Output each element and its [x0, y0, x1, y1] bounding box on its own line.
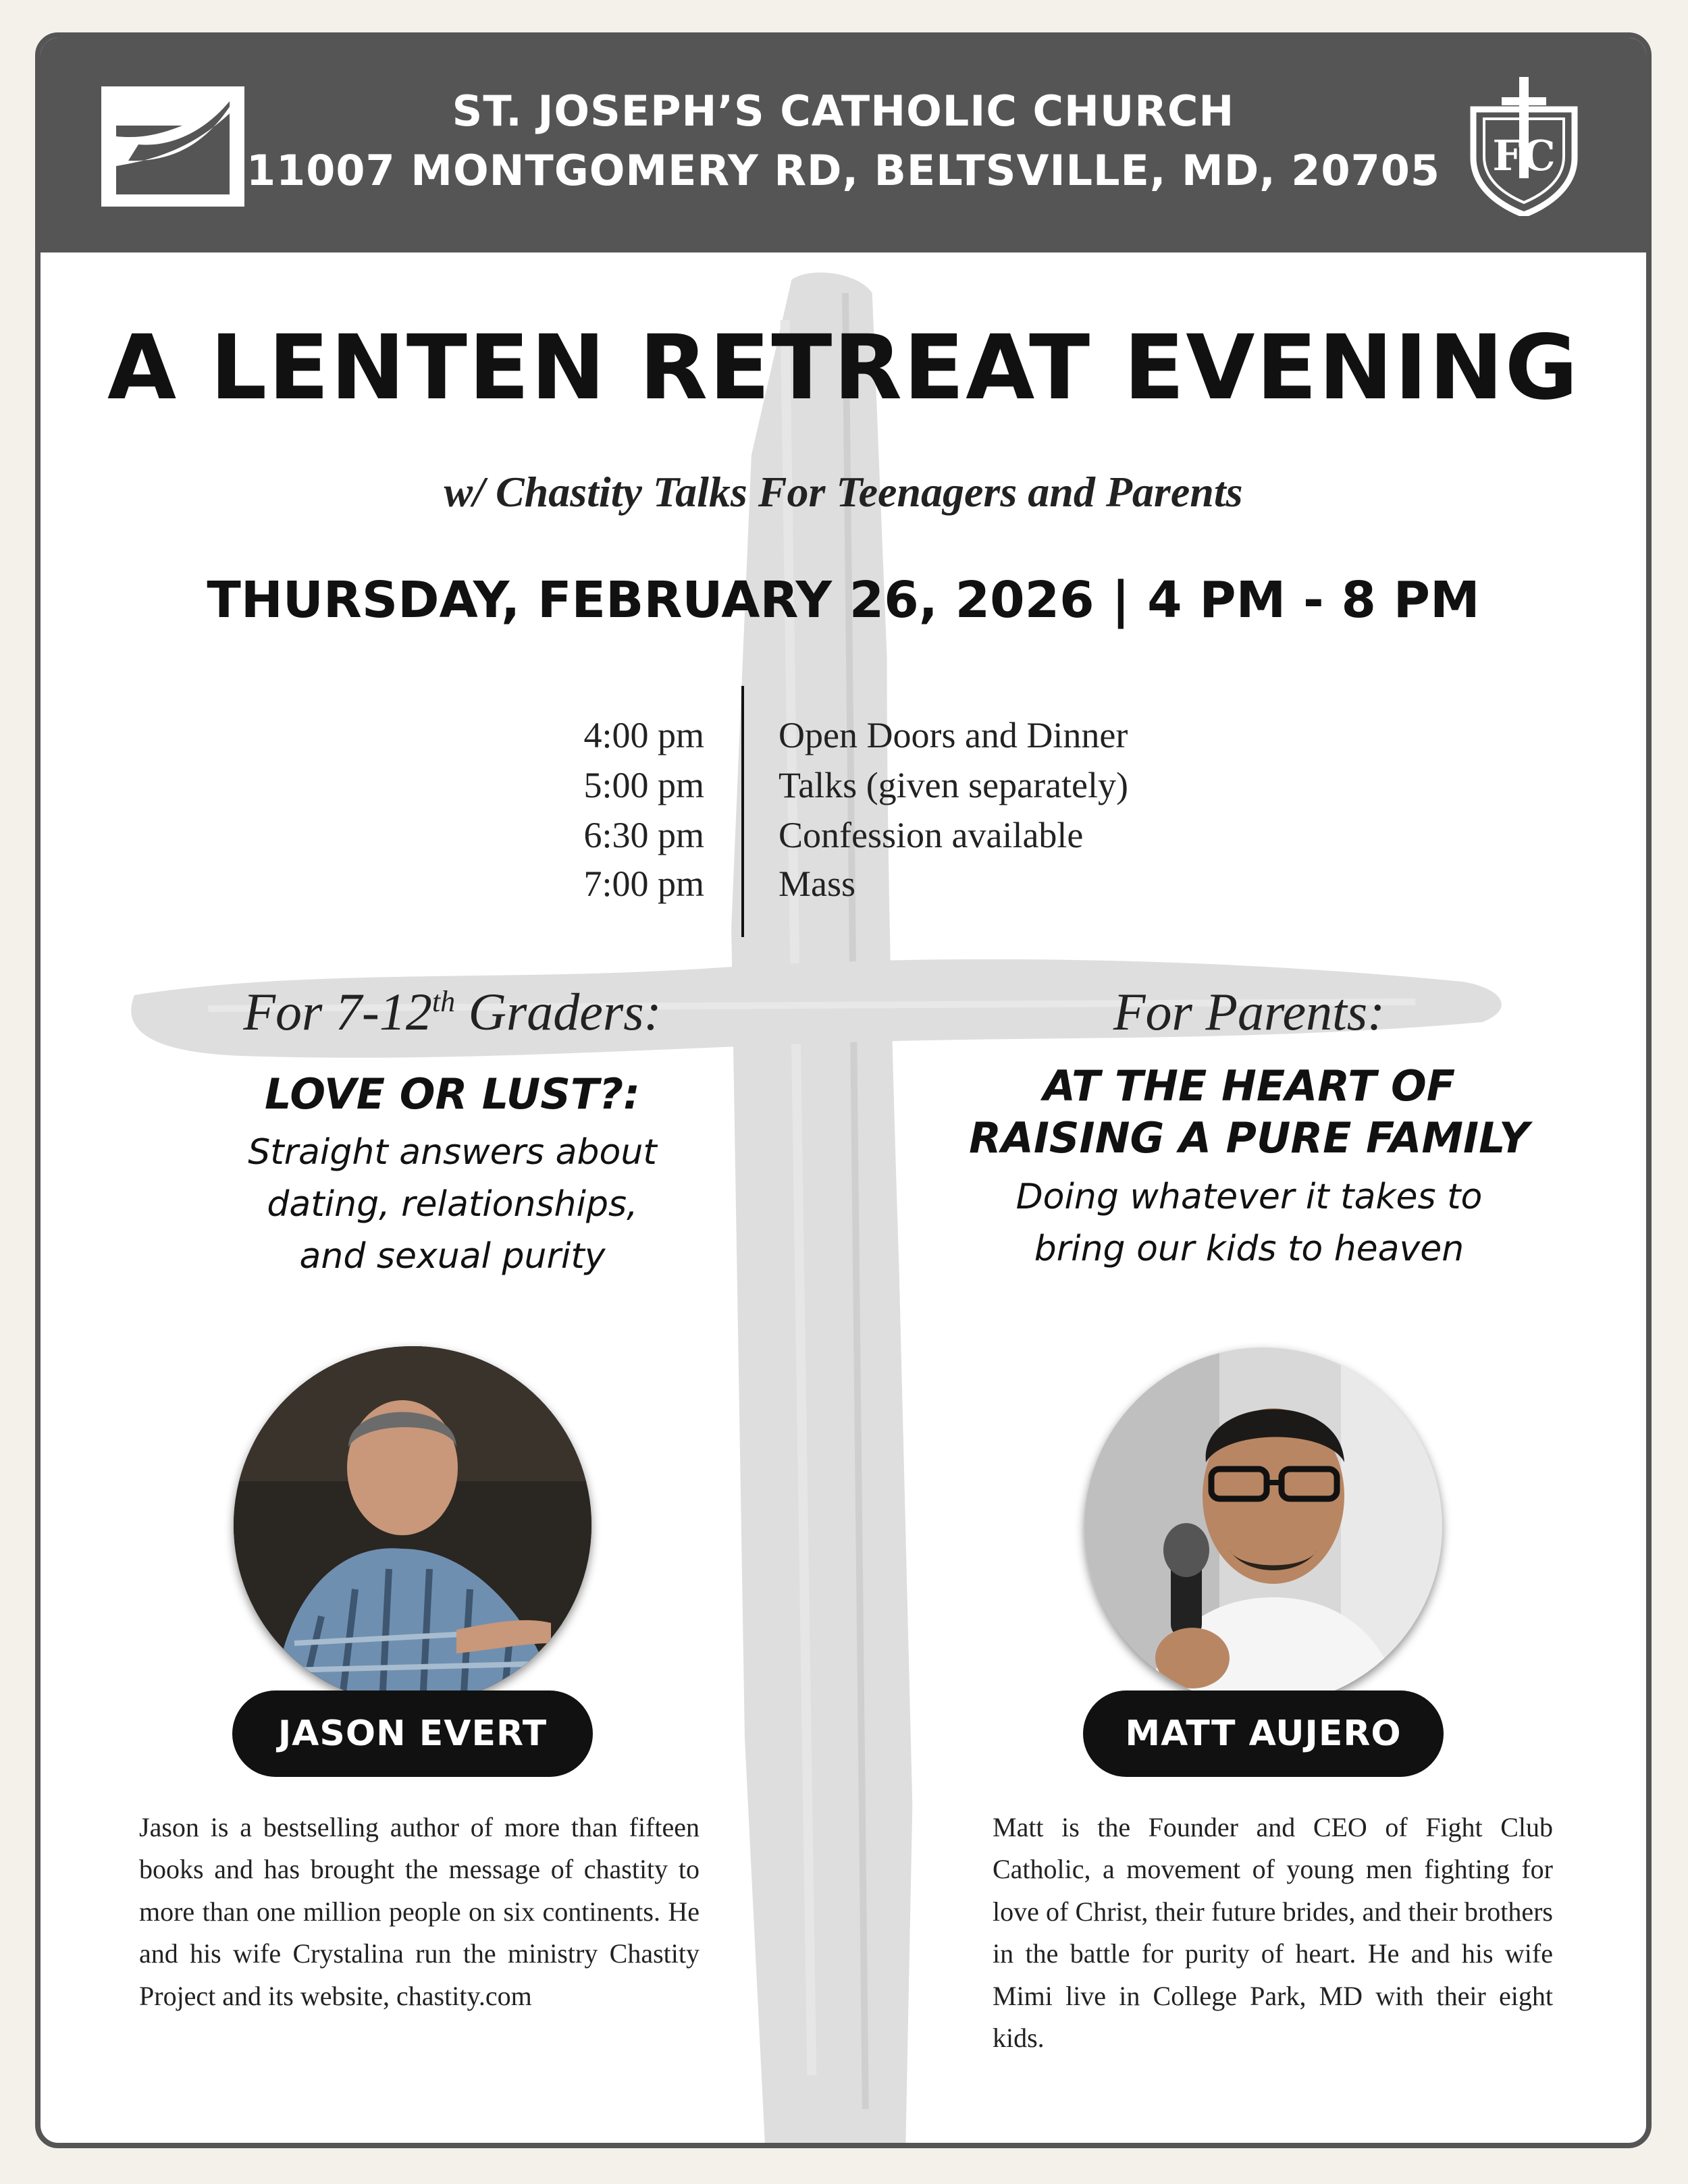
jason-bio: Jason is a bestselling author of more than fifteen books and has brought the message of chastity to more than one million people on six continents. He and his wife Crystalina run the ministry Chastity Project and its website, chastity.com	[139, 1812, 700, 2011]
schedule-event: Talks (given separately)	[779, 765, 1129, 805]
teens-talk-title: LOVE OR LUST?:	[265, 1069, 640, 1119]
matt-bio: Matt is the Founder and CEO of Fight Club Catholic, a movement of young men fighting for love of Christ, their future brides, and their brothers in the battle for purity of heart. He and his wife Mimi live in College Park, MD with their eight kids.	[993, 1812, 1553, 2053]
parents-column	[912, 983, 1587, 1275]
speaker-name-matt: MATT AUJERO	[1083, 1690, 1444, 1777]
event-datetime: THURSDAY, FEBRUARY 26, 2026 | 4 PM - 8 PM	[207, 571, 1480, 629]
speaker-name-jason: JASON EVERT	[232, 1690, 593, 1777]
teens-column	[115, 983, 790, 1283]
schedule-event: Open Doors and Dinner	[779, 715, 1128, 755]
jason-evert-photo	[234, 1346, 591, 1704]
event-title: A LENTEN RETREAT EVENING	[107, 316, 1579, 420]
flyer-card	[35, 32, 1652, 2148]
schedule-time: 7:00 pm	[583, 863, 704, 904]
parents-talk-description: Doing whatever it takes to bring our kids to heaven	[1016, 1176, 1483, 1269]
header-bar	[41, 38, 1646, 252]
schedule-divider	[741, 686, 744, 937]
schedule-event: Mass	[779, 863, 856, 904]
parents-audience: For Parents:	[1113, 982, 1386, 1041]
shield-cross-fc-logo	[1464, 77, 1584, 216]
church-name: ST. JOSEPH’S CATHOLIC CHURCH	[452, 86, 1235, 136]
parents-talk-title: AT THE HEART OF RAISING A PURE FAMILY	[969, 1061, 1529, 1163]
event-subtitle: w/ Chastity Talks For Teenagers and Parents	[444, 468, 1243, 516]
teens-audience: For 7-12th Graders:	[243, 982, 662, 1041]
matt-aujero-photo	[1084, 1348, 1442, 1705]
logo-letters: FC	[1492, 131, 1556, 180]
schedule-time: 6:30 pm	[583, 815, 704, 855]
schedule-event: Confession available	[779, 815, 1084, 855]
schedule	[41, 686, 1646, 937]
schedule-time: 5:00 pm	[583, 765, 704, 805]
church-address: 11007 MONTGOMERY RD, BELTSVILLE, MD, 20705	[246, 146, 1441, 195]
teens-talk-description: Straight answers about dating, relationships, and sexual purity	[248, 1132, 657, 1277]
schedule-time: 4:00 pm	[583, 715, 704, 755]
